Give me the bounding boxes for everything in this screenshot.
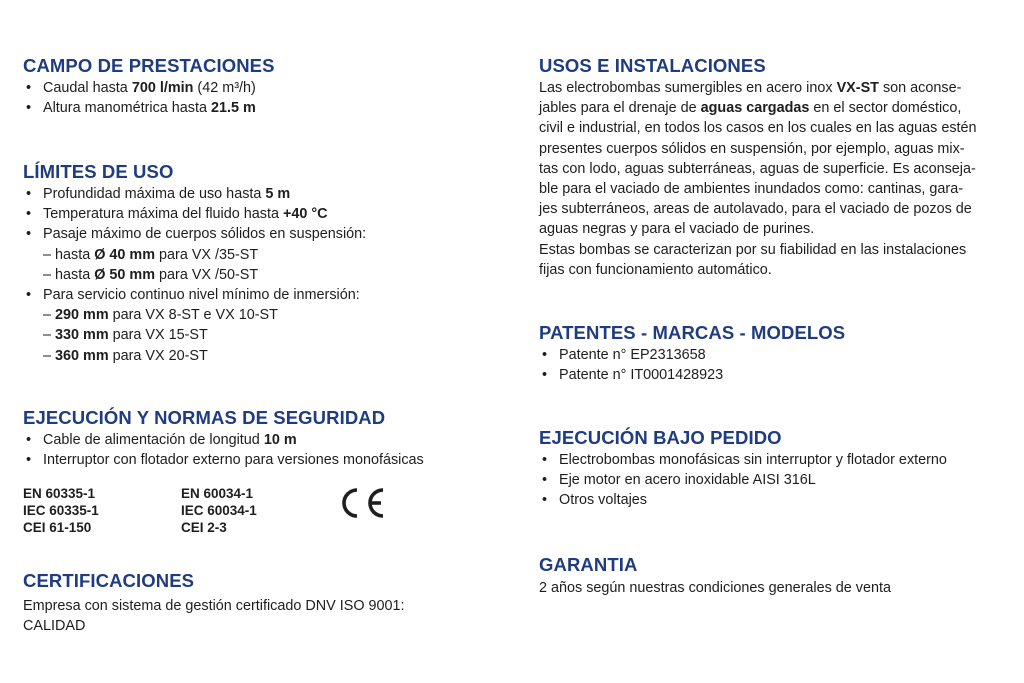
norm-label: IEC 60335-1 <box>23 503 99 518</box>
pasaje-50-item: – hasta Ø 50 mm para VX /50-ST <box>43 266 259 283</box>
bajo-pedido-item: • Electrobombas monofásicas sin interruptor y flotador externo <box>539 450 947 470</box>
patente-item: • Patente n° IT0001428923 <box>539 365 845 385</box>
inmersion-290-item: – 290 mm para VX 8-ST e VX 10-ST <box>43 307 278 324</box>
limites-section <box>23 161 366 366</box>
patentes-section <box>539 322 845 385</box>
servicio-item: • Para servicio continuo nivel mínimo de inmersión: <box>23 285 366 305</box>
ejecucion-title: EJECUCIÓN Y NORMAS DE SEGURIDAD <box>23 407 386 428</box>
bajo-pedido-section <box>539 427 947 511</box>
usos-section <box>539 55 977 280</box>
ce-mark-icon <box>338 485 386 526</box>
ce-mark-icon <box>338 485 386 521</box>
limites-title: LÍMITES DE USO <box>23 161 174 182</box>
norm-label: IEC 60034-1 <box>181 503 257 518</box>
garantia-text: 2 años según nuestras condiciones generales de venta <box>539 580 892 596</box>
norm-label: EN 60335-1 <box>23 486 96 501</box>
inmersion-360-item: – 360 mm para VX 20-ST <box>43 347 208 364</box>
certificaciones-line-2: CALIDAD <box>23 618 86 635</box>
interruptor-item: • Interruptor con flotador externo para versiones monofásicas <box>23 450 424 470</box>
norms-group-b <box>181 485 257 536</box>
temperatura-item: • Temperatura máxima del fluido hasta +40 °C <box>23 204 366 224</box>
norm-label: CEI 2-3 <box>181 520 227 535</box>
certificaciones-section <box>23 570 405 636</box>
norm-label: EN 60034-1 <box>181 486 254 501</box>
usos-title: USOS E INSTALACIONES <box>539 55 766 76</box>
bajo-pedido-item: • Eje motor en acero inoxidable AISI 316L <box>539 470 947 490</box>
usos-line: tas con lodo, aguas subterráneas, aguas de superficie. Es aconseja- <box>539 160 976 177</box>
pasaje-40-item: – hasta Ø 40 mm para VX /35-ST <box>43 246 259 263</box>
usos-line: civil e industrial, en todos los casos en los cuales en las aguas estén <box>539 120 977 137</box>
usos-line: presentes cuerpos sólidos en suspensión, por ejemplo, aguas mix- <box>539 140 965 157</box>
usos-line: Las electrobombas sumergibles en acero inox VX-ST son aconse- <box>539 80 962 96</box>
patente-item: • Patente n° EP2313658 <box>539 345 845 365</box>
inmersion-330-item: – 330 mm para VX 15-ST <box>43 327 208 344</box>
patentes-title: PATENTES - MARCAS - MODELOS <box>539 322 846 343</box>
usos-line: jes subterráneos, areas de autolavado, para el vaciado de pozos de <box>539 201 972 218</box>
campo-section <box>23 55 275 118</box>
usos-line: jables para el drenaje de aguas cargadas en el sector doméstico, <box>539 100 962 117</box>
caudal-item: • Caudal hasta 700 l/min (42 m³/h) <box>23 78 275 98</box>
profundidad-item: • Profundidad máxima de uso hasta 5 m <box>23 184 366 204</box>
usos-line: ble para el vaciado de ambientes inundados como: cantinas, gara- <box>539 181 963 198</box>
altura-item: • Altura manométrica hasta 21.5 m <box>23 98 275 118</box>
norm-label: CEI 61-150 <box>23 520 92 535</box>
ejecucion-section <box>23 407 424 470</box>
pasaje-item: • Pasaje máximo de cuerpos sólidos en suspensión: <box>23 224 366 244</box>
usos-paragraph <box>539 78 977 280</box>
garantia-section <box>539 554 891 598</box>
certificaciones-title: CERTIFICACIONES <box>23 570 195 591</box>
campo-title: CAMPO DE PRESTACIONES <box>23 55 275 76</box>
usos-line: fijas con funcionamiento automático. <box>539 261 772 278</box>
garantia-title: GARANTIA <box>539 554 638 575</box>
usos-line: Estas bombas se caracterizan por su fiabilidad en las instalaciones <box>539 241 967 258</box>
bajo-pedido-title: EJECUCIÓN BAJO PEDIDO <box>539 427 782 448</box>
cable-item: • Cable de alimentación de longitud 10 m <box>23 430 424 450</box>
norms-group-a <box>23 485 99 536</box>
usos-line: aguas negras y para el vaciado de purines. <box>539 221 815 238</box>
bajo-pedido-item: • Otros voltajes <box>539 490 947 510</box>
certificaciones-line-1: Empresa con sistema de gestión certificado DNV ISO 9001: <box>23 598 405 614</box>
